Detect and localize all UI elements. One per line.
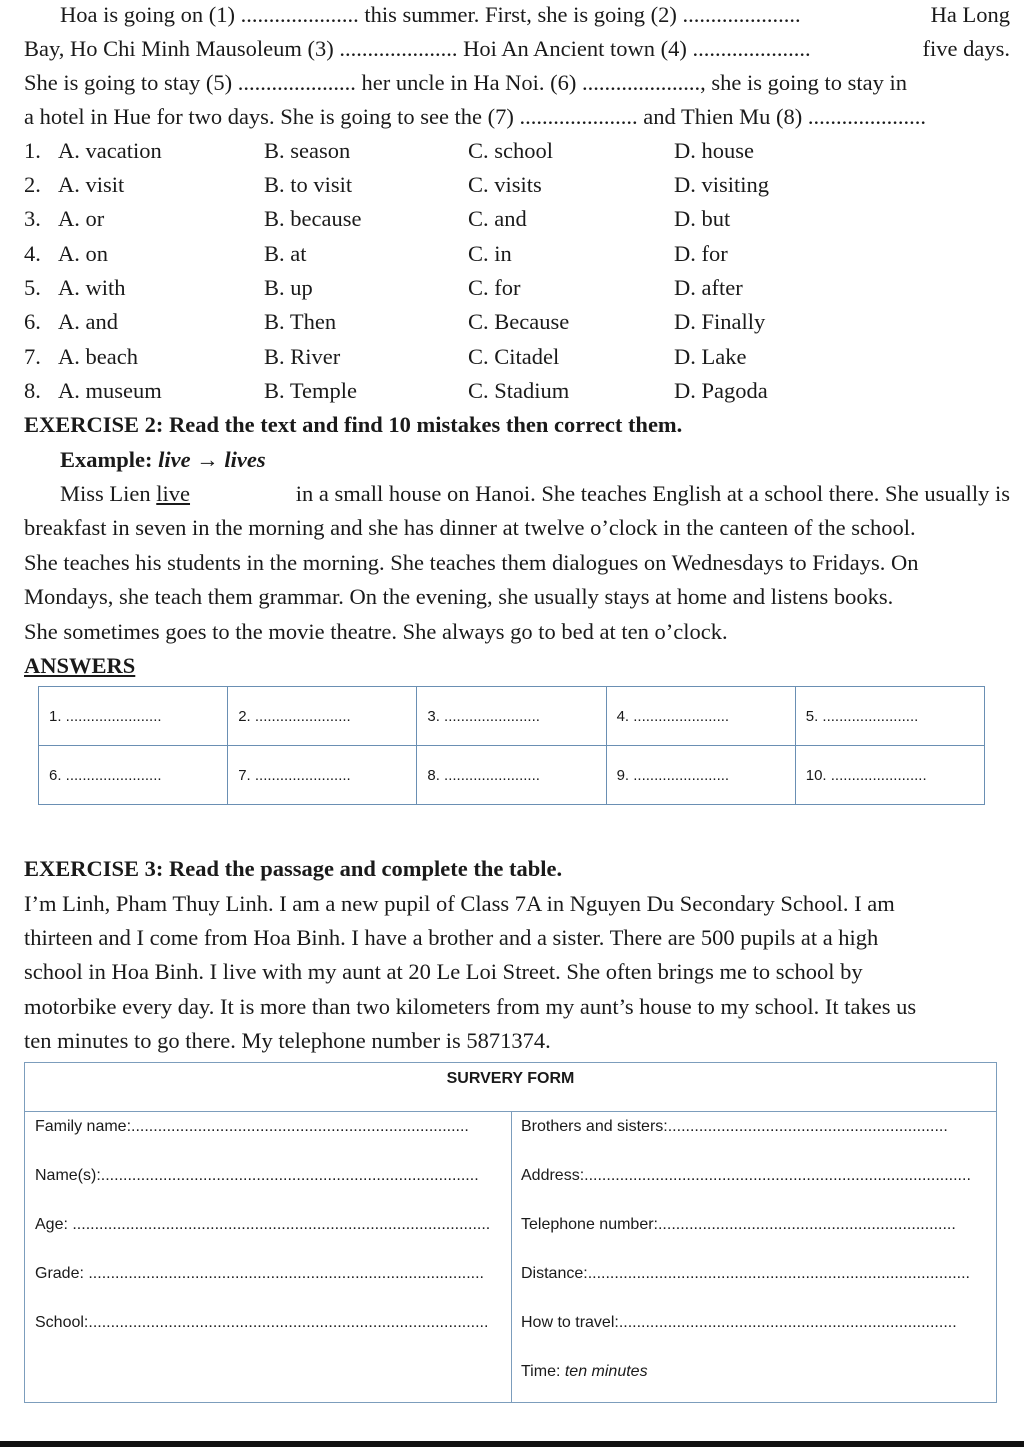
age-field[interactable]: Age: .............................................................................................. xyxy=(35,1216,491,1233)
survey-divider xyxy=(511,1111,512,1402)
bottom-edge-bar xyxy=(0,1441,1024,1447)
ex1-line-2-end: five days. xyxy=(922,36,1010,61)
ex3-line-1-text: I’m Linh, Pham Thuy Linh. I am a new pupil of Class 7A in Nguyen Du Secondary School. I am xyxy=(24,891,895,916)
ex3-line-2 xyxy=(24,923,1010,953)
ex3-line-3-text: school in Hoa Binh. I live with my aunt at 20 Le Loi Street. She often brings me to school by xyxy=(24,959,863,984)
option-d: D. visiting xyxy=(674,172,770,197)
ex3-line-5: ten minutes to go there. My telephone number is 5871374. xyxy=(24,1028,551,1053)
ex1-line-1-end: Ha Long xyxy=(930,2,1010,27)
example-label: Example: xyxy=(60,447,153,472)
family-name-field[interactable]: Family name:............................................................................ xyxy=(35,1118,469,1135)
ex2-line-2-text: breakfast in seven in the morning and she has dinner at twelve o’clock in the canteen of the school. xyxy=(24,515,916,540)
question-row-1 xyxy=(24,134,1004,168)
question-row-2 xyxy=(24,168,1004,202)
option-a: A. vacation xyxy=(58,138,162,163)
ex3-line-2-text: thirteen and I come from Hoa Binh. I have a brother and a sister. There are 500 pupils at a high xyxy=(24,925,879,950)
question-number: 6. xyxy=(24,309,41,334)
option-d: D. but xyxy=(674,206,731,231)
option-d: D. house xyxy=(674,138,754,163)
option-a: A. visit xyxy=(58,172,125,197)
ex2-line-3-text: She teaches his students in the morning. She teaches them dialogues on Wednesdays to Fridays. On xyxy=(24,550,919,575)
ex3-line-4 xyxy=(24,992,1010,1022)
answer-cell-6[interactable]: 6. ....................... xyxy=(39,746,228,805)
option-c: C. Citadel xyxy=(468,344,560,369)
ex2-line-1-lead: Miss Lien xyxy=(60,481,151,506)
question-row-3 xyxy=(24,202,1004,236)
option-b: B. to visit xyxy=(264,172,353,197)
answer-cell-9[interactable]: 9. ....................... xyxy=(606,746,795,805)
exercise-2-example xyxy=(60,445,266,475)
siblings-field[interactable]: Brothers and sisters:............................................................... xyxy=(521,1118,948,1135)
ex1-line-1-text: Hoa is going on (1) ..................... this summer. First, she is going (2) ..................... xyxy=(60,2,801,27)
survey-left-column xyxy=(35,1113,490,1358)
option-b: B. season xyxy=(264,138,351,163)
grade-field[interactable]: Grade: ......................................................................................... xyxy=(35,1265,484,1282)
option-b: B. up xyxy=(264,275,313,300)
question-number: 8. xyxy=(24,378,41,403)
answer-cell-7[interactable]: 7. ....................... xyxy=(228,746,417,805)
question-number: 5. xyxy=(24,275,41,300)
option-b: B. because xyxy=(264,206,362,231)
option-a: A. with xyxy=(58,275,126,300)
ex1-line-4-text: a hotel in Hue for two days. She is going to see the (7) ..................... and Thien Mu (8) ..................... xyxy=(24,104,926,129)
ex1-line-2 xyxy=(24,34,1010,64)
question-number: 1. xyxy=(24,138,41,163)
option-a: A. and xyxy=(58,309,118,334)
question-row-5 xyxy=(24,271,1004,305)
answer-cell-8[interactable]: 8. ....................... xyxy=(417,746,606,805)
option-d: D. Finally xyxy=(674,309,766,334)
ex1-line-3 xyxy=(24,68,907,98)
ex2-line-1 xyxy=(60,479,1010,509)
ex2-line-3 xyxy=(24,548,1010,578)
option-b: B. Temple xyxy=(264,378,357,403)
ex2-line-1-rest: in a small house on Hanoi. She teaches English at a school there. She usually is xyxy=(295,481,1010,506)
time-label: Time: xyxy=(521,1363,561,1380)
option-d: D. Lake xyxy=(674,344,747,369)
answer-cell-1[interactable]: 1. ....................... xyxy=(39,687,228,746)
question-number: 2. xyxy=(24,172,41,197)
exercise-3-title: EXERCISE 3: Read the passage and complete the table. xyxy=(24,856,563,881)
school-field[interactable]: School:.......................................................................................... xyxy=(35,1314,489,1331)
option-a: A. museum xyxy=(58,378,162,403)
option-a: A. or xyxy=(58,206,105,231)
question-row-7 xyxy=(24,340,1004,374)
ex1-line-4 xyxy=(24,102,926,132)
time-value: ten minutes xyxy=(564,1363,648,1380)
ex2-line-4 xyxy=(24,582,1010,612)
names-field[interactable]: Name(s):..................................................................................... xyxy=(35,1167,479,1184)
answers-heading: ANSWERS xyxy=(24,653,136,678)
travel-field[interactable]: How to travel:............................................................................ xyxy=(521,1314,957,1331)
ex3-line-4-text: motorbike every day. It is more than two kilometers from my aunt’s house to my school. It takes us xyxy=(24,994,917,1019)
option-b: B. Then xyxy=(264,309,337,334)
option-c: C. Stadium xyxy=(468,378,570,403)
question-number: 4. xyxy=(24,241,41,266)
survey-title: SURVERY FORM xyxy=(25,1063,996,1112)
exercise-2-title: EXERCISE 2: Read the text and find 10 mistakes then correct them. xyxy=(24,412,683,437)
survey-right-column xyxy=(521,1113,971,1407)
option-c: C. and xyxy=(468,206,527,231)
option-c: C. visits xyxy=(468,172,542,197)
question-row-6 xyxy=(24,305,1004,339)
ex2-line-2 xyxy=(24,513,1010,543)
survey-form xyxy=(24,1062,997,1403)
question-row-8 xyxy=(24,374,1004,408)
ex3-line-3 xyxy=(24,957,1010,987)
time-field xyxy=(521,1358,971,1407)
ex2-line-5: She sometimes goes to the movie theatre. She always go to bed at ten o’clock. xyxy=(24,619,728,644)
example-value: live → lives xyxy=(158,447,266,472)
ex2-line-1-start xyxy=(60,479,190,509)
table-row xyxy=(39,746,985,805)
answer-cell-5[interactable]: 5. ....................... xyxy=(795,687,984,746)
option-c: C. in xyxy=(468,241,512,266)
answer-cell-2[interactable]: 2. ....................... xyxy=(228,687,417,746)
address-field[interactable]: Address:....................................................................................... xyxy=(521,1167,971,1184)
option-c: C. Because xyxy=(468,309,570,334)
answers-table xyxy=(38,686,985,805)
option-b: B. River xyxy=(264,344,341,369)
option-a: A. beach xyxy=(58,344,138,369)
ex3-line-1 xyxy=(24,889,1010,919)
underlined-mistake: live xyxy=(156,481,191,506)
answer-cell-3[interactable]: 3. ....................... xyxy=(417,687,606,746)
ex1-line-1 xyxy=(60,0,1010,30)
option-b: B. at xyxy=(264,241,307,266)
option-c: C. school xyxy=(468,138,554,163)
option-c: C. for xyxy=(468,275,521,300)
ex2-line-4-text: Mondays, she teach them grammar. On the evening, she usually stays at home and listens books. xyxy=(24,584,894,609)
answer-cell-10[interactable]: 10. ....................... xyxy=(795,746,984,805)
table-row xyxy=(39,687,985,746)
ex1-line-2-text: Bay, Ho Chi Minh Mausoleum (3) ..................... Hoi An Ancient town (4) ..................... xyxy=(24,36,811,61)
question-number: 7. xyxy=(24,344,41,369)
answer-cell-4[interactable]: 4. ....................... xyxy=(606,687,795,746)
option-d: D. for xyxy=(674,241,728,266)
ex1-line-3-text: She is going to stay (5) ..................... her uncle in Ha Noi. (6) ....................., she is going to stay in xyxy=(24,70,908,95)
option-d: D. after xyxy=(674,275,743,300)
option-d: D. Pagoda xyxy=(674,378,768,403)
option-a: A. on xyxy=(58,241,108,266)
question-row-4 xyxy=(24,237,1004,271)
distance-field[interactable]: Distance:...................................................................................... xyxy=(521,1265,970,1282)
question-number: 3. xyxy=(24,206,41,231)
telephone-field[interactable]: Telephone number:................................................................... xyxy=(521,1216,956,1233)
